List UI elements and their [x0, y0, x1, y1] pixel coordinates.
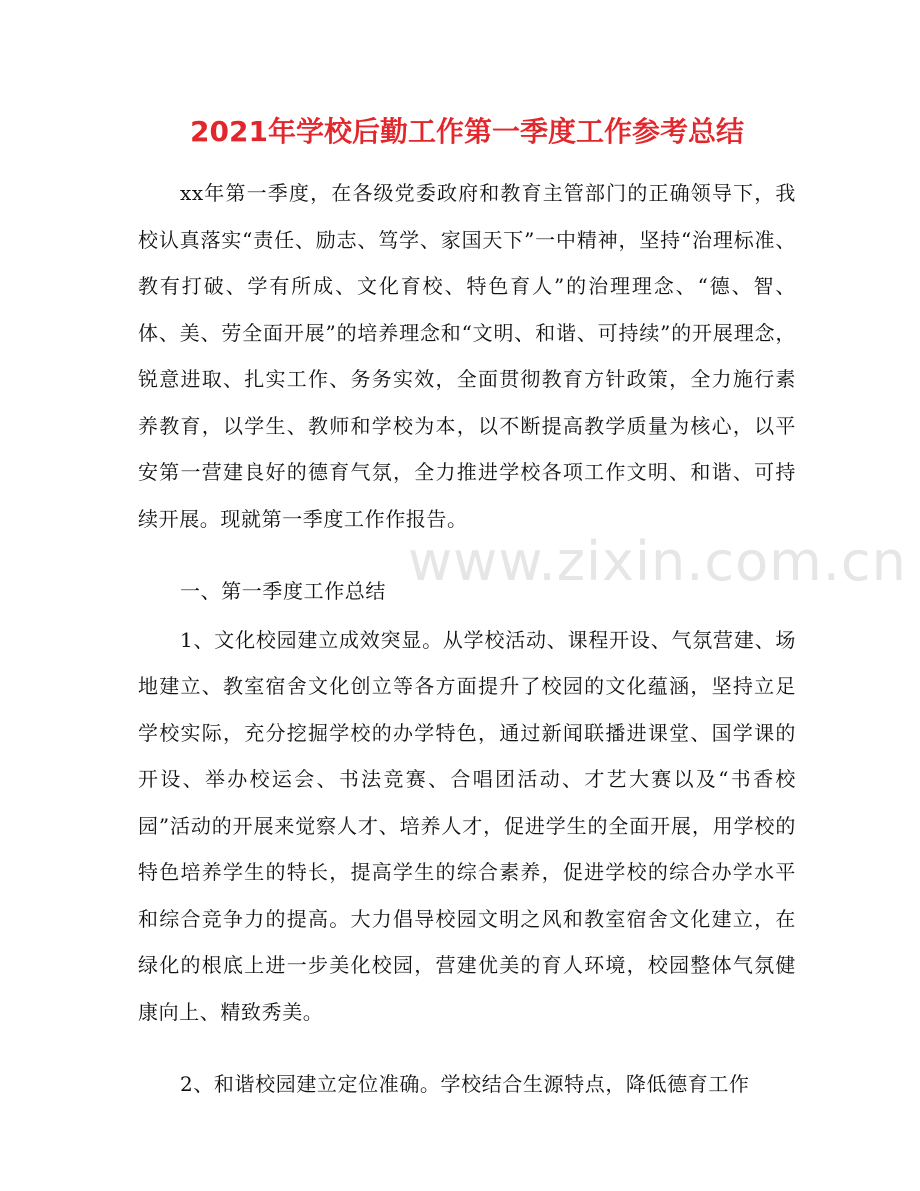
paragraph-culture-campus: 1、文化校园建立成效突显。从学校活动、课程开设、气氛营建、场地建立、教室宿舍文化创立等各方面提升了校园的文化蕴涵，坚持立足学校实际，充分挖掘学校的办学特色，通过新闻联播进课堂、国学课的开设、举办校运会、书法竞赛、合唱团活动、才艺大赛以及“书香校园”活动的开展来觉察人才、培养人才，促进学生的全面开展，用学校的特色培养学生的特长，提高学生的综合素养，促进学校的综合办学水平和综合竞争力的提高。大力倡导校园文明之风和教室宿舍文化建立，在绿化的根底上进一步美化校园，营建优美的育人环境，校园整体气氛健康向上、精致秀美。: [138, 627, 796, 1024]
document-content: [138, 112, 907, 1108]
section-heading: 一、第一季度工作总结: [180, 579, 386, 603]
watermark: www.zixin.com.cn: [408, 530, 907, 593]
paragraph-intro: xx年第一季度，在各级党委政府和教育主管部门的正确领导下，我校认真落实“责任、励志、笃学、家国天下”一中精神，坚持“治理标准、教有打破、学有所成、文化育校、特色育人”的治理理念、“德、智、体、美、劳全面开展”的培养理念和“文明、和谐、可持续”的开展理念，锐意进取、扎实工作、务务实效，全面贯彻教育方针政策，全力施行素养教育，以学生、教师和学校为本，以不断提高教学质量为核心，以平安第一营建良好的德育气氛，全力推进学校各项工作文明、和谐、可持续开展。现就第一季度工作作报告。: [138, 181, 796, 531]
paragraph-harmonious-campus: 2、和谐校园建立定位准确。学校结合生源特点，降低德育工作: [180, 1072, 750, 1096]
document-title: 2021年学校后勤工作第一季度工作参考总结: [190, 115, 744, 148]
